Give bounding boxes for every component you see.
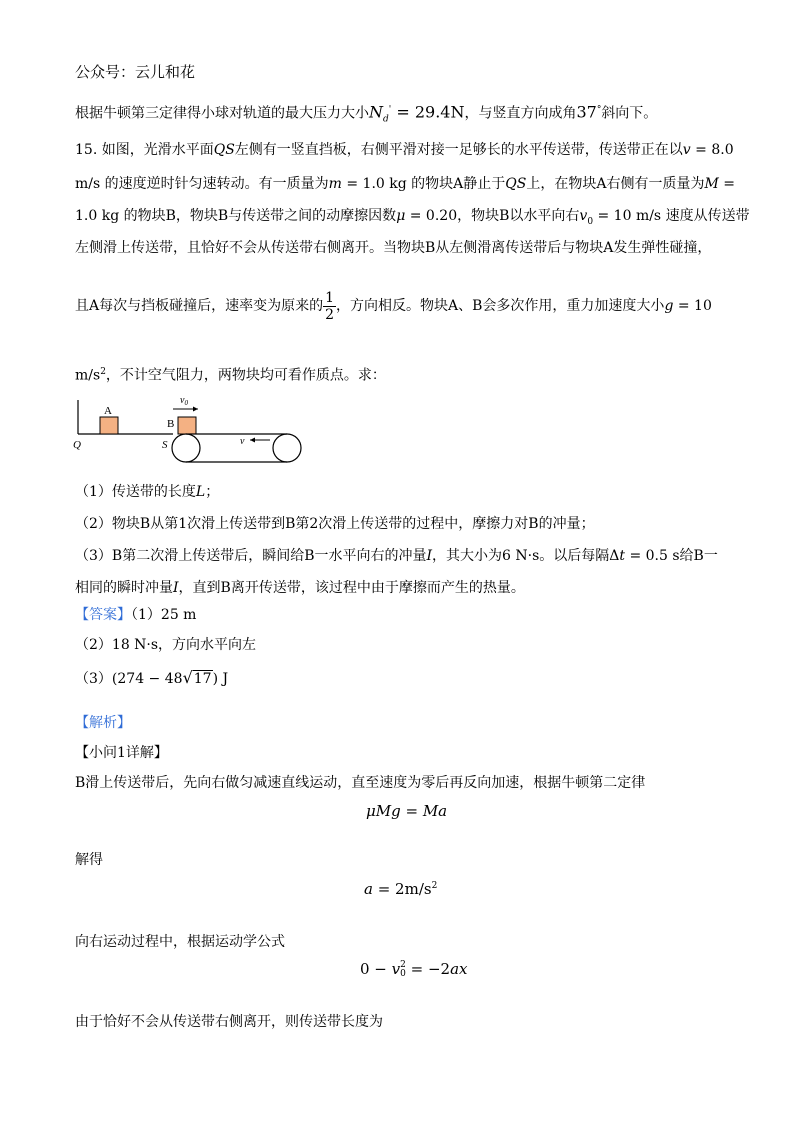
subquestion-1-header: 【小问1详解】: [75, 745, 168, 761]
block-b: [178, 417, 196, 434]
label-q: Q: [73, 439, 81, 451]
question-3: （3）B第二次滑上传送带后，瞬间给B一水平向右的冲量I，其大小为6 N·s。以后每隔Δt = 0.5 s给B一: [75, 548, 718, 564]
answer-line-1: 【答案】（1）25 m: [75, 607, 197, 623]
label-v: v: [240, 436, 245, 447]
equation-1: μMg = Ma: [366, 802, 448, 820]
prev-conclusion: 根据牛顿第三定律得小球对轨道的最大压力大小$N_d' = 29.4N$，与竖直方向成角37°斜向下。: [75, 102, 658, 125]
problem-line-3: 1.0 kg 的物块B，物块B与传送带之间的动摩擦因数μ = 0.20，物块B以水平向右$v_0 = 10$ m/s 速度从传送带: [75, 208, 750, 227]
question-1: （1）传送带的长度L；: [75, 484, 220, 500]
right-roller: [273, 434, 301, 462]
analysis-tag: 【解析】: [75, 715, 131, 731]
question-2: （2）物块B从第1次滑上传送带到B第2次滑上传送带的过程中，摩擦力对B的冲量；: [75, 516, 595, 532]
answer-line-2: （2）18 N·s，方向水平向左: [75, 637, 257, 653]
analysis-para-2: 解得: [75, 852, 103, 868]
analysis-para-3: 向右运动过程中，根据运动学公式: [75, 934, 285, 950]
answer-line-3: （3）(274 − 48√17) J: [75, 668, 229, 687]
left-roller: [172, 434, 200, 462]
block-a: [100, 417, 118, 434]
problem-line-6: $m/s^2$，不计空气阻力，两物块均可看作质点。求：: [75, 367, 386, 384]
answer-tag: 【答案】: [75, 607, 131, 623]
label-a: A: [104, 405, 112, 417]
problem-line-4: 左侧滑上传送带，且恰好不会从传送带右侧离开。当物块B从左侧滑离传送带后与物块A发生弹性碰撞，: [75, 240, 712, 256]
equation-2: $a = 2m/s^2$: [364, 880, 438, 898]
label-b: B: [167, 418, 175, 430]
question-3-cont: 相同的瞬时冲量I，直到B离开传送带，该过程中由于摩擦而产生的热量。: [75, 580, 525, 596]
v0-arrowhead: [193, 407, 198, 412]
equation-3: 0 − v 2 0 = −2ax: [360, 960, 468, 979]
analysis-para-1: B滑上传送带后，先向右做匀减速直线运动，直至速度为零后再反向加速，根据牛顿第二定律: [75, 775, 646, 791]
fraction-one-half: $\frac{1}{2}$: [325, 289, 335, 323]
label-v0: $v_0$: [180, 395, 188, 407]
analysis-para-4: 由于恰好不会从传送带右侧离开，则传送带长度为: [75, 1014, 383, 1030]
v-arrowhead: [250, 438, 255, 443]
conveyor-figure: [70, 390, 310, 470]
label-s: S: [162, 439, 168, 451]
header-title: 公众号：云儿和花: [75, 63, 196, 81]
problem-line-2: m/s 的速度逆时针匀速转动。有一质量为m = 1.0 kg 的物块A静止于QS上，在物块A右侧有一质量为M =: [75, 176, 736, 192]
problem-line-5: 且A每次与挡板碰撞后，速率变为原来的 $\frac{1}{2}$ ，方向相反。物块A、B会多次作用，重力加速度大小g = 10: [75, 289, 712, 323]
problem-line-1: 15. 如图，光滑水平面QS左侧有一竖直挡板，右侧平滑对接一足够长的水平传送带，传送带正在以v = 8.0: [75, 142, 734, 158]
